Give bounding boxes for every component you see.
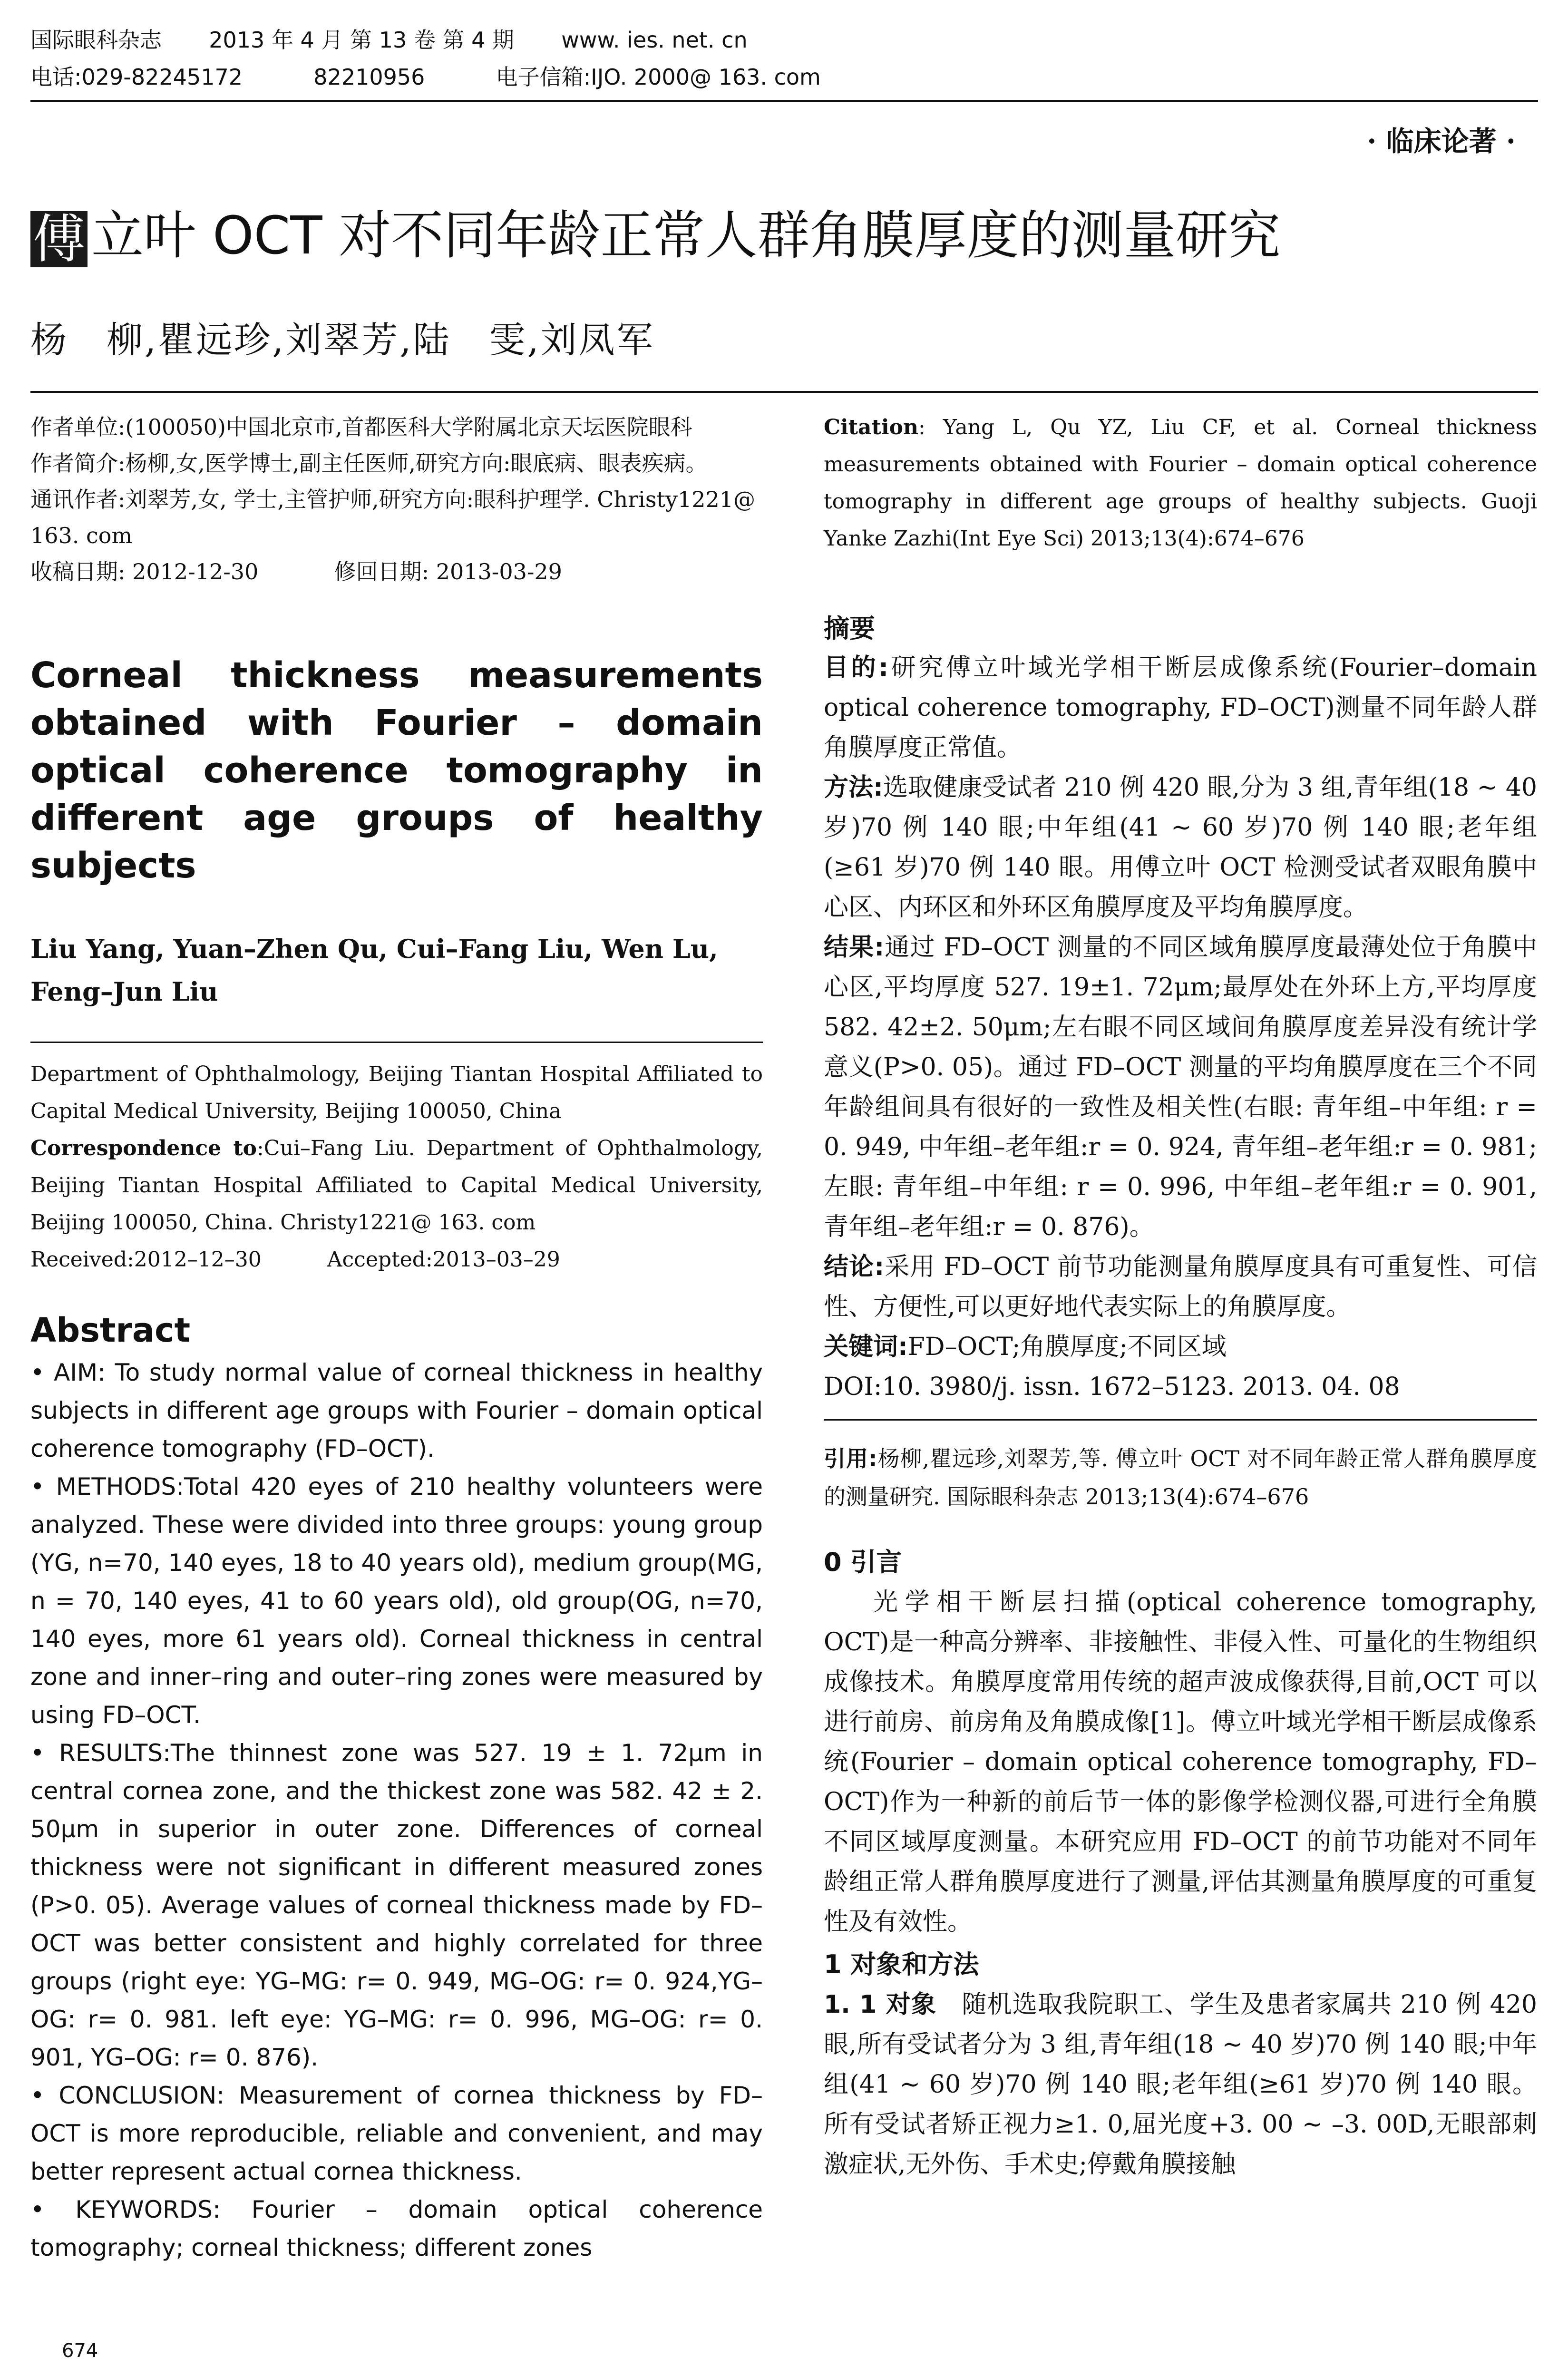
subjects-label: 1. 1 对象 xyxy=(824,1990,937,2019)
subjects-text: 随机选取我院职工、学生及患者家属共 210 例 420 眼,所有受试者分为 3 组,青年组(18 ~ 40 岁)70 例 140 眼;中年组(41 ~ 60 岁)70 例 140 眼;老年组(≥61 岁)70 例 140 眼。所有受试者矫正视力≥1. 0,屈光度+3. 00 ~ –3. 00D,无眼部刺激症状,无外伤、手术史;停戴角膜接触 xyxy=(824,1990,1537,2179)
journal-email: 电子信箱:IJO. 2000@ 163. com xyxy=(496,64,821,90)
dates xyxy=(30,554,763,590)
authors-rule xyxy=(30,391,1538,393)
citation-label: Citation xyxy=(824,415,918,439)
zh-keywords xyxy=(824,1327,1537,1367)
zh-conclusion-text: 采用 FD–OCT 前节功能测量角膜厚度具有可重复性、可信性、方便性,可以更好地代表实际上的角膜厚度。 xyxy=(824,1253,1537,1321)
authors-en-rule xyxy=(30,1042,763,1043)
citation-zh xyxy=(824,1440,1537,1516)
abstract-results: • RESULTS:The thinnest zone was 527. 19 ± 1. 72μm in central cornea zone, and the thickest zone was 582. 42 ± 2. 50μm in superior in outer zone. Differences of corneal thickness were not significant in different measured zones (P>0. 05). Average values of corneal thickness made by FD– OCT was better consistent and highly correlated for three groups (right eye: YG–MG: r= 0. 949, MG–OG: r= 0. 924,YG–OG: r= 0. 981. left eye: YG–MG: r= 0. 996, MG–OG: r= 0. 901, YG–OG: r= 0. 876). xyxy=(30,1739,763,2071)
abstract-aim: • AIM: To study normal value of corneal thickness in healthy subjects in different age groups with Fourier – domain optical coherence tomography (FD–OCT). xyxy=(30,1359,763,1462)
journal-name: 国际眼科杂志 xyxy=(30,27,162,53)
phone-number-2: 82210956 xyxy=(313,64,425,90)
accepted-en: Accepted:2013–03–29 xyxy=(327,1247,560,1272)
running-header-line1 xyxy=(30,26,748,54)
zh-abstract-heading: 摘要 xyxy=(824,614,875,643)
zh-results-label: 结果: xyxy=(824,933,885,962)
doi-rule xyxy=(824,1419,1537,1421)
title-first-char: 傅 xyxy=(30,211,88,267)
doi: DOI:10. 3980/j. issn. 1672–5123. 2013. 04. 08 xyxy=(824,1373,1400,1401)
title-text: 立叶 OCT 对不同年龄正常人群角膜厚度的测量研究 xyxy=(91,205,1281,266)
zh-methods-text: 选取健康受试者 210 例 420 眼,分为 3 组,青年组(18 ~ 40 岁)70 例 140 眼;中年组(41 ~ 60 岁)70 例 140 眼;老年组(≥61 岁)70 例 140 眼。用傅立叶 OCT 检测受试者双眼角膜中心区、内环区和外环区角膜厚度及平均角膜厚度。 xyxy=(824,773,1538,922)
zh-conclusion xyxy=(824,1247,1537,1327)
revised-date: 修回日期: 2013-03-29 xyxy=(334,559,562,585)
zh-conclusion-label: 结论: xyxy=(824,1253,885,1281)
correspondence-label: Correspondence to xyxy=(30,1136,257,1160)
journal-website: www. ies. net. cn xyxy=(561,27,748,53)
department: Department of Ophthalmology, Beijing Tiantan Hospital Affiliated to Capital Medical University, Beijing 100050, China xyxy=(30,1062,763,1123)
left-column xyxy=(30,409,763,2267)
header-rule xyxy=(30,100,1538,102)
intro-text: 光学相干断层扫描(optical coherence tomography, OCT)是一种高分辨率、非接触性、非侵入性、可量化的生物组织成像技术。角膜厚度常用传统的超声波成像获得,目前,OCT 可以进行前房、前房角及角膜成像[1]。傅立叶域光学相干断层成像系统(Fourier – domain optical coherence tomography, FD–OCT)作为一种新的前后节一体的影像学检测仪器,可进行全角膜不同区域厚度测量。本研究应用 FD–OCT 的前节功能对不同年龄组正常人群角膜厚度进行了测量,评估其测量角膜厚度的可重复性及有效性。 xyxy=(824,1588,1537,1936)
running-header-line2 xyxy=(30,63,821,91)
citation-zh-label: 引用: xyxy=(824,1446,877,1471)
issue-info: 2013 年 4 月 第 13 卷 第 4 期 xyxy=(209,27,514,53)
page-title xyxy=(30,205,1281,270)
zh-methods xyxy=(824,768,1537,927)
zh-aim-label: 目的: xyxy=(824,653,889,682)
citation-zh-text: 杨柳,瞿远珍,刘翠芳,等. 傅立叶 OCT 对不同年龄正常人群角膜厚度的测量研究. 国际眼科杂志 2013;13(4):674–676 xyxy=(824,1446,1537,1510)
intro-heading: 0 引言 xyxy=(824,1547,902,1577)
affiliation-block xyxy=(30,1056,763,1278)
correspondence-text: :Cui–Fang Liu. Department of Ophthalmology, Beijing Tiantan Hospital Affiliated to Capital Medical University, Beijing 100050, China. Christy1221@ 163. com xyxy=(30,1136,763,1235)
author-unit: 作者单位:(100050)中国北京市,首都医科大学附属北京天坛医院眼科 xyxy=(30,414,692,440)
zh-methods-label: 方法: xyxy=(824,773,883,802)
abstract-body xyxy=(30,1354,763,2267)
authors-zh: 杨 柳,瞿远珍,刘翠芳,陆 雯,刘凤军 xyxy=(30,319,655,361)
zh-keywords-text: FD–OCT;角膜厚度;不同区域 xyxy=(907,1333,1227,1361)
section-label: · 临床论著 · xyxy=(1367,125,1516,157)
methods-heading: 1 对象和方法 xyxy=(824,1949,979,1979)
abstract-keywords: • KEYWORDS: Fourier – domain optical coherence tomography; corneal thickness; different zones xyxy=(30,2196,763,2261)
zh-results xyxy=(824,927,1537,1247)
meta-block xyxy=(30,409,763,590)
right-column xyxy=(824,409,1537,2184)
citation-en xyxy=(824,409,1537,557)
methods-subjects xyxy=(824,1985,1537,2184)
author-bio: 作者简介:杨柳,女,医学博士,副主任医师,研究方向:眼底病、眼表疾病。 xyxy=(30,450,708,476)
received-accepted xyxy=(30,1241,763,1278)
citation-text: : Yang L, Qu YZ, Liu CF, et al. Corneal thickness measurements obtained with Fourier – domain optical coherence tomography in different age groups of healthy subjects. Guoji Yanke Zazhi(Int Eye Sci) 2013;13(4):674–676 xyxy=(824,415,1537,551)
received-date: 收稿日期: 2012-12-30 xyxy=(30,559,259,585)
received-en: Received:2012–12–30 xyxy=(30,1247,262,1272)
corresponding-author: 通讯作者:刘翠芳,女, 学士,主管护师,研究方向:眼科护理学. Christy1221@ 163. com xyxy=(30,487,756,548)
zh-results-text: 通过 FD–OCT 测量的不同区域角膜厚度最薄处位于角膜中心区,平均厚度 527. 19±1. 72μm;最厚处在外环上方,平均厚度 582. 42±2. 50μm;左右眼不同区域间角膜厚度差异没有统计学意义(P>0. 05)。通过 FD–OCT 测量的平均角膜厚度在三个不同年龄组间具有很好的一致性及相关性(右眼: 青年组–中年组: r = 0. 949, 中年组–老年组:r = 0. 924, 青年组–老年组:r = 0. 981;左眼: 青年组–中年组: r = 0. 996, 中年组–老年组:r = 0. 901, 青年组–老年组:r = 0. 876)。 xyxy=(824,933,1537,1241)
abstract-methods: • METHODS:Total 420 eyes of 210 healthy volunteers were analyzed. These were divided into three groups: young group (YG, n=70, 140 eyes, 18 to 40 years old), medium group(MG, n = 70, 140 eyes, 41 to 60 years old), old group(OG, n=70, 140 eyes, more 61 years old). Corneal thickness in central zone and inner–ring and outer–ring zones were measured by using FD–OCT. xyxy=(30,1473,763,1729)
correspondence xyxy=(30,1130,763,1241)
zh-aim xyxy=(824,648,1537,768)
zh-aim-text: 研究傅立叶域光学相干断层成像系统(Fourier–domain optical coherence tomography, FD–OCT)测量不同年龄人群角膜厚度正常值。 xyxy=(824,653,1537,762)
abstract-conclusion: • CONCLUSION: Measurement of cornea thickness by FD– OCT is more reproducible, reliable and convenient, and may better represent actual cornea thickness. xyxy=(30,2082,763,2185)
english-authors: Liu Yang, Yuan–Zhen Qu, Cui–Fang Liu, Wen Lu, Feng–Jun Liu xyxy=(30,934,718,1007)
page-number: 674 xyxy=(62,2340,98,2362)
english-title: Corneal thickness measurements obtained with Fourier – domain optical coherence tomography in different age groups of healthy subjects xyxy=(30,655,763,886)
abstract-heading: Abstract xyxy=(30,1311,191,1350)
phone-number: 电话:029-82245172 xyxy=(30,64,243,90)
zh-keywords-label: 关键词: xyxy=(824,1333,908,1361)
